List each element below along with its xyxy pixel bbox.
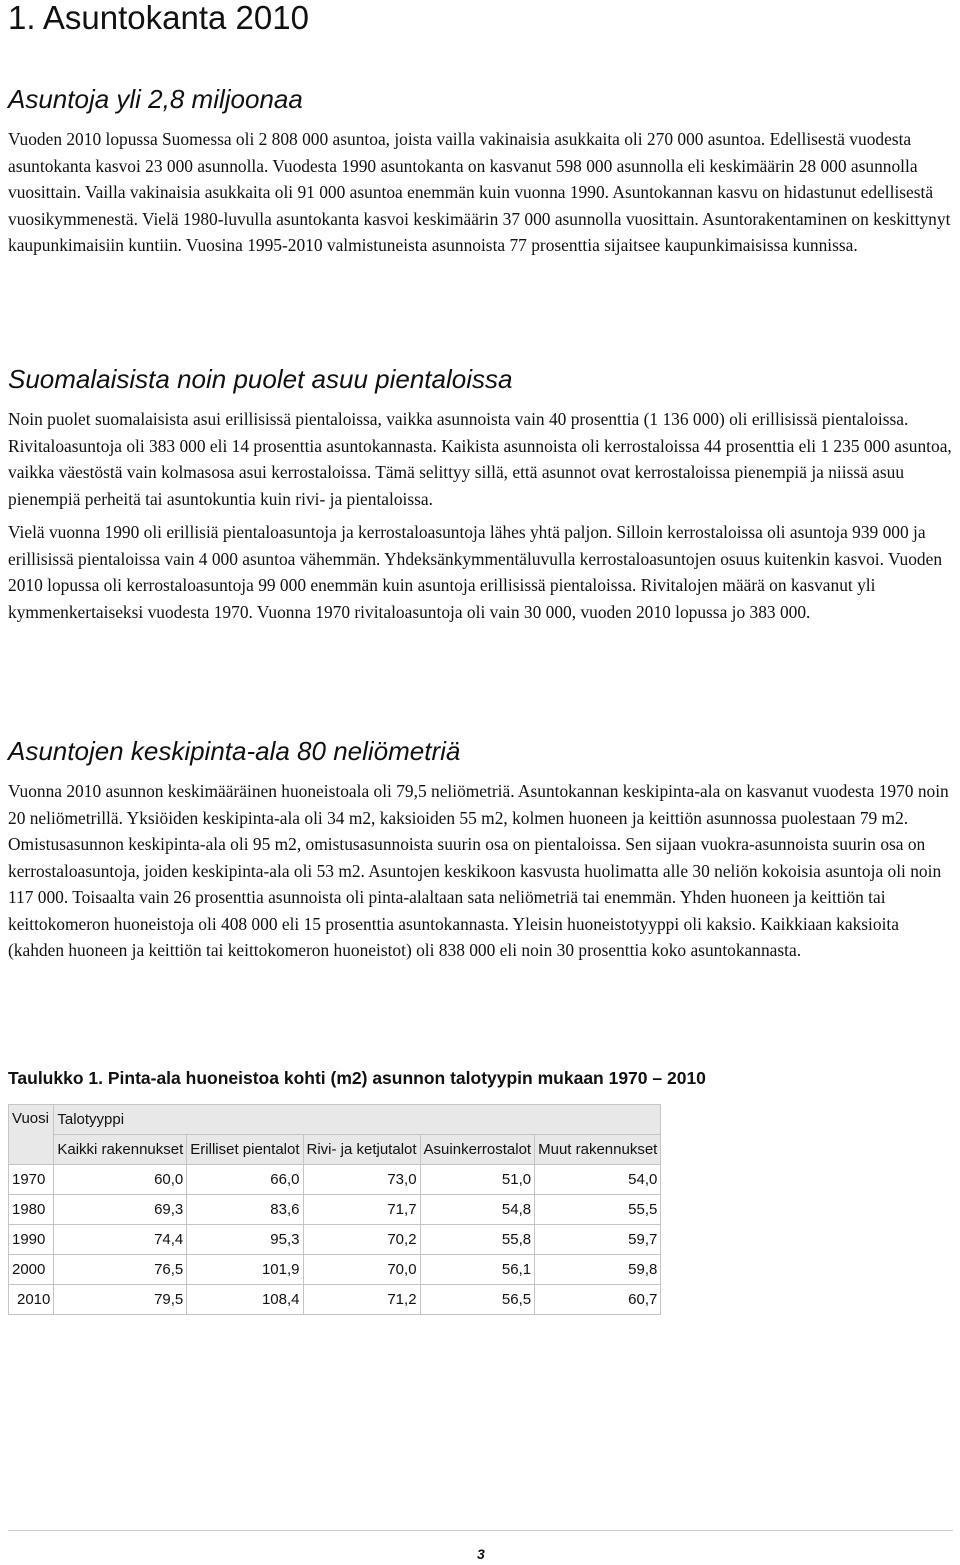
footer-divider bbox=[8, 1530, 953, 1531]
section-asuntoja bbox=[8, 84, 953, 259]
section-keskipinta-ala bbox=[8, 736, 953, 964]
value-cell: 69,3 bbox=[54, 1195, 187, 1225]
year-cell: 2000 bbox=[9, 1255, 54, 1285]
paragraph: Vuonna 2010 asunnon keskimääräinen huoneistoala oli 79,5 neliömetriä. Asuntokannan keskipinta-ala on kasvanut vuodesta 1970 noin 20 neliömetrillä. Yksiöiden keskipinta-ala oli 34 m2, kaksioiden 55 m2, kolmen huoneen ja keittiön asunnossa puolestaan 79 m2. Omistusasunnon keskipinta-ala oli 95 m2, omistusasunnoista suurin osa on pientaloissa. Sen sijaan vuokra-asunnoista suurin osa on kerrostaloasuntoja, joiden keskipinta-ala oli 53 m2. Asuntojen keskikoon kasvusta huolimatta alle 30 neliön kokoisia asuntoja oli noin 117 000. Toisaalta vain 26 prosenttia asunnoista oli pinta-alaltaan sata neliömetriä tai enemmän. Yhden huoneen ja keittiön tai keittokomeron huoneistoja oli 408 000 eli 15 prosenttia asuntokannasta. Yleisin huoneistotyyppi oli kaksio. Kaikkiaan kaksioita (kahden huoneen ja keittiön tai keittokomeron huoneistot) oli 838 000 eli noin 30 prosenttia koko asuntokannasta. bbox=[8, 781, 949, 960]
value-cell: 56,5 bbox=[420, 1285, 535, 1315]
value-cell: 71,2 bbox=[303, 1285, 420, 1315]
value-cell: 70,0 bbox=[303, 1255, 420, 1285]
group-header: Talotyyppi bbox=[54, 1105, 661, 1135]
value-cell: 95,3 bbox=[187, 1225, 303, 1255]
section-title: Asuntojen keskipinta-ala 80 neliömetriä bbox=[8, 736, 461, 766]
value-cell: 55,5 bbox=[535, 1195, 661, 1225]
chapter-heading: 1. Asuntokanta 2010 bbox=[8, 0, 309, 36]
year-cell: 2010 bbox=[9, 1285, 54, 1315]
value-cell: 56,1 bbox=[420, 1255, 535, 1285]
year-cell: 1970 bbox=[9, 1165, 54, 1195]
year-cell: 1990 bbox=[9, 1225, 54, 1255]
value-cell: 79,5 bbox=[54, 1285, 187, 1315]
value-cell: 54,0 bbox=[535, 1165, 661, 1195]
column-header: Asuinkerrostalot bbox=[420, 1135, 535, 1165]
section-title: Asuntoja yli 2,8 miljoonaa bbox=[8, 84, 303, 114]
table-row bbox=[9, 1255, 661, 1285]
column-header: Rivi- ja ketjutalot bbox=[303, 1135, 420, 1165]
table-column-header-row bbox=[9, 1135, 661, 1165]
paragraph: Vuoden 2010 lopussa Suomessa oli 2 808 000 asuntoa, joista vailla vakinaisia asukkaita oli 270 000 asuntoa. Edellisestä vuodesta asuntokanta kasvoi 23 000 asunnolla. Vuodesta 1990 asuntokanta on kasvanut 598 000 asunnolla eli keskimäärin 28 000 asunnolla vuosittain. Vailla vakinaisia asukkaita oli 91 000 asuntoa enemmän kuin vuonna 1990. Asuntokannan kasvu on hidastunut edellisestä vuosikymmenestä. Vielä 1980-luvulla asuntokanta kasvoi keskimäärin 37 000 asunnolla vuosittain. Asuntorakentaminen on keskittynyt kaupunkimaisiin kuntiin. Vuosina 1995-2010 valmistuneista asunnoista 77 prosenttia sijaitsee kaupunkimaisissa kunnissa. bbox=[8, 129, 951, 255]
table-caption: Taulukko 1. Pinta-ala huoneistoa kohti (m2) asunnon talotyypin mukaan 1970 – 2010 bbox=[8, 1068, 706, 1088]
value-cell: 71,7 bbox=[303, 1195, 420, 1225]
column-header: Muut rakennukset bbox=[535, 1135, 661, 1165]
year-cell: 1980 bbox=[9, 1195, 54, 1225]
section-title: Suomalaisista noin puolet asuu pientaloissa bbox=[8, 364, 513, 394]
value-cell: 76,5 bbox=[54, 1255, 187, 1285]
column-header: Kaikki rakennukset bbox=[54, 1135, 187, 1165]
value-cell: 101,9 bbox=[187, 1255, 303, 1285]
value-cell: 73,0 bbox=[303, 1165, 420, 1195]
value-cell: 83,6 bbox=[187, 1195, 303, 1225]
paragraph: Vielä vuonna 1990 oli erillisiä pientaloasuntoja ja kerrostaloasuntoja lähes yhtä paljon. Silloin kerrostaloissa oli asuntoja 939 000 ja erillisissä pientaloissa vain 4 000 asuntoa vähemmän. Yhdeksänkymmentäluvulla kerrostaloasuntojen osuus kuitenkin kasvoi. Vuoden 2010 lopussa oli kerrostaloasuntoja 99 000 enemmän kuin asuntoja erillisissä pientaloissa. Rivitalojen määrä on kasvanut yli kymmenkertaiseksi vuodesta 1970. Vuonna 1970 rivitaloasuntoja oli vain 30 000, vuoden 2010 lopussa jo 383 000. bbox=[8, 522, 943, 622]
table-row bbox=[9, 1225, 661, 1255]
value-cell: 66,0 bbox=[187, 1165, 303, 1195]
area-table bbox=[8, 1104, 661, 1315]
value-cell: 60,7 bbox=[535, 1285, 661, 1315]
value-cell: 54,8 bbox=[420, 1195, 535, 1225]
paragraph: Noin puolet suomalaisista asui erillisissä pientaloissa, vaikka asunnoista vain 40 prosenttia (1 136 000) oli erillisissä pientaloissa. Rivitaloasuntoja oli 383 000 eli 14 prosenttia asuntokannasta. Kaikista asunnoista oli kerrostaloissa 44 prosenttia eli 1 235 000 asuntoa, vaikka väestöstä vain kolmasosa asui kerrostaloissa. Tämä selittyy sillä, että asunnot ovat kerrostaloissa pienempiä ja niissä asuu pienempiä perheitä tai asuntokuntia kuin rivi- ja pientaloissa. bbox=[8, 409, 952, 509]
value-cell: 70,2 bbox=[303, 1225, 420, 1255]
table-row bbox=[9, 1285, 661, 1315]
value-cell: 51,0 bbox=[420, 1165, 535, 1195]
value-cell: 59,8 bbox=[535, 1255, 661, 1285]
section-pientalot bbox=[8, 364, 953, 625]
value-cell: 60,0 bbox=[54, 1165, 187, 1195]
value-cell: 59,7 bbox=[535, 1225, 661, 1255]
column-header: Erilliset pientalot bbox=[187, 1135, 303, 1165]
page-number: 3 bbox=[477, 1546, 485, 1562]
value-cell: 108,4 bbox=[187, 1285, 303, 1315]
year-header: Vuosi bbox=[9, 1105, 54, 1165]
table-row bbox=[9, 1195, 661, 1225]
table-row bbox=[9, 1165, 661, 1195]
value-cell: 74,4 bbox=[54, 1225, 187, 1255]
value-cell: 55,8 bbox=[420, 1225, 535, 1255]
table-header-row bbox=[9, 1105, 661, 1135]
